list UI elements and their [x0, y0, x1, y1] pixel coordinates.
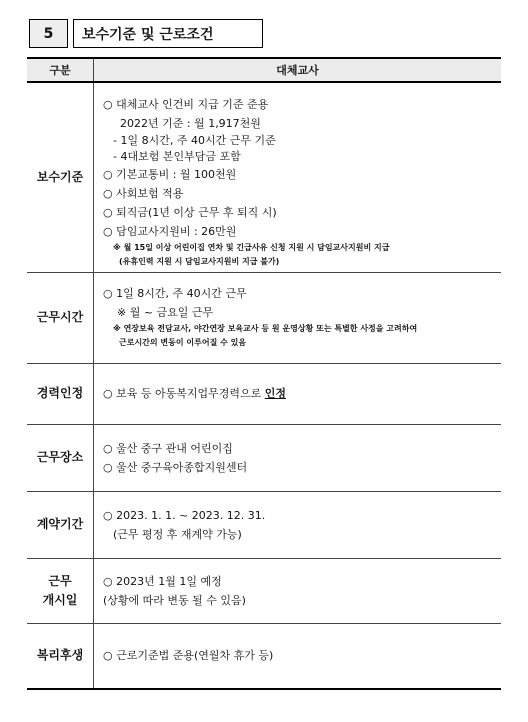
label-start: [27, 558, 94, 623]
row-hours: [27, 272, 501, 363]
pay-line-8: ○ 담임교사지원비 : 26만원: [103, 225, 237, 238]
section-title: 보수기준 및 근로조건: [73, 19, 263, 48]
career-emphasis: 인정: [264, 387, 286, 400]
section-header: [29, 19, 263, 48]
content-welfare: [94, 623, 502, 689]
label-welfare: 복리후생: [27, 623, 94, 689]
label-place: 근무장소: [27, 424, 94, 491]
hours-line-2: ※ 월 ~ 금요일 근무: [117, 305, 214, 319]
content-career: [94, 363, 502, 424]
label-career: 경력인정: [27, 363, 94, 424]
row-welfare: [27, 623, 501, 689]
row-pay: [27, 82, 501, 272]
content-contract: [94, 491, 502, 558]
label-hours: 근무시간: [27, 272, 94, 363]
row-place: [27, 424, 501, 491]
welfare-line-1: ○ 근로기준법 준용(연월차 휴가 등): [103, 649, 274, 663]
pay-line-6: ○ 사회보험 적용: [103, 187, 184, 200]
row-start: [27, 558, 501, 623]
contract-line-2: (근무 평정 후 재계약 가능): [113, 527, 242, 541]
pay-line-5: ○ 기본교통비 : 월 100천원: [103, 168, 237, 181]
label-contract: 계약기간: [27, 491, 94, 558]
section-number: 5: [29, 19, 68, 48]
header-substitute-teacher: 대체교사: [94, 58, 502, 82]
pay-line-7: ○ 퇴직금(1년 이상 근무 후 퇴직 시): [103, 206, 277, 219]
pay-line-1: ○ 대체교사 인건비 지급 기준 준용: [103, 98, 269, 111]
career-text: ○ 보육 등 아동복지업무경력으로: [103, 387, 265, 400]
content-start: [94, 558, 502, 623]
contract-line-1: ○ 2023. 1. 1. ~ 2023. 12. 31.: [103, 508, 266, 522]
row-career: [27, 363, 501, 424]
hours-note-2: 근로시간의 변동이 이루어질 수 있음: [119, 337, 247, 347]
career-line: [103, 384, 495, 403]
hours-note-1: ※ 연장보육 전담교사, 야간연장 보육교사 등 원 운영상황 또는 특별한 사정을 고려하여: [113, 323, 418, 333]
place-line-1: ○ 울산 중구 관내 어린이집: [103, 441, 233, 455]
hours-line-1: ○ 1일 8시간, 주 40시간 근무: [103, 286, 247, 300]
row-contract: [27, 491, 501, 558]
pay-line-4: - 4대보험 본인부담금 포함: [113, 150, 241, 163]
conditions-table: [27, 57, 501, 690]
table-header-row: [27, 58, 501, 82]
pay-line-2: 2022년 기준 : 월 1,917천원: [120, 117, 261, 130]
pay-note-2: (유휴인력 지원 시 담임교사지원비 지급 불가): [119, 257, 280, 266]
pay-note-1: ※ 월 15일 이상 어린이집 연차 및 긴급사유 신청 지원 시 담임교사지원비 지급: [113, 243, 390, 252]
place-line-2: ○ 울산 중구육아종합지원센터: [103, 460, 248, 474]
label-start-line-1: 근무: [48, 573, 72, 588]
content-place: [94, 424, 502, 491]
label-start-line-2: 개시일: [42, 592, 78, 607]
start-line-2: (상황에 따라 변동 될 수 있음): [103, 593, 246, 607]
content-hours: [94, 272, 502, 363]
header-category: 구분: [27, 58, 94, 82]
pay-line-3: - 1일 8시간, 주 40시간 근무 기준: [113, 134, 276, 147]
label-pay: 보수기준: [27, 82, 94, 272]
content-pay: [94, 82, 502, 272]
start-line-1: ○ 2023년 1월 1일 예정: [103, 574, 222, 588]
